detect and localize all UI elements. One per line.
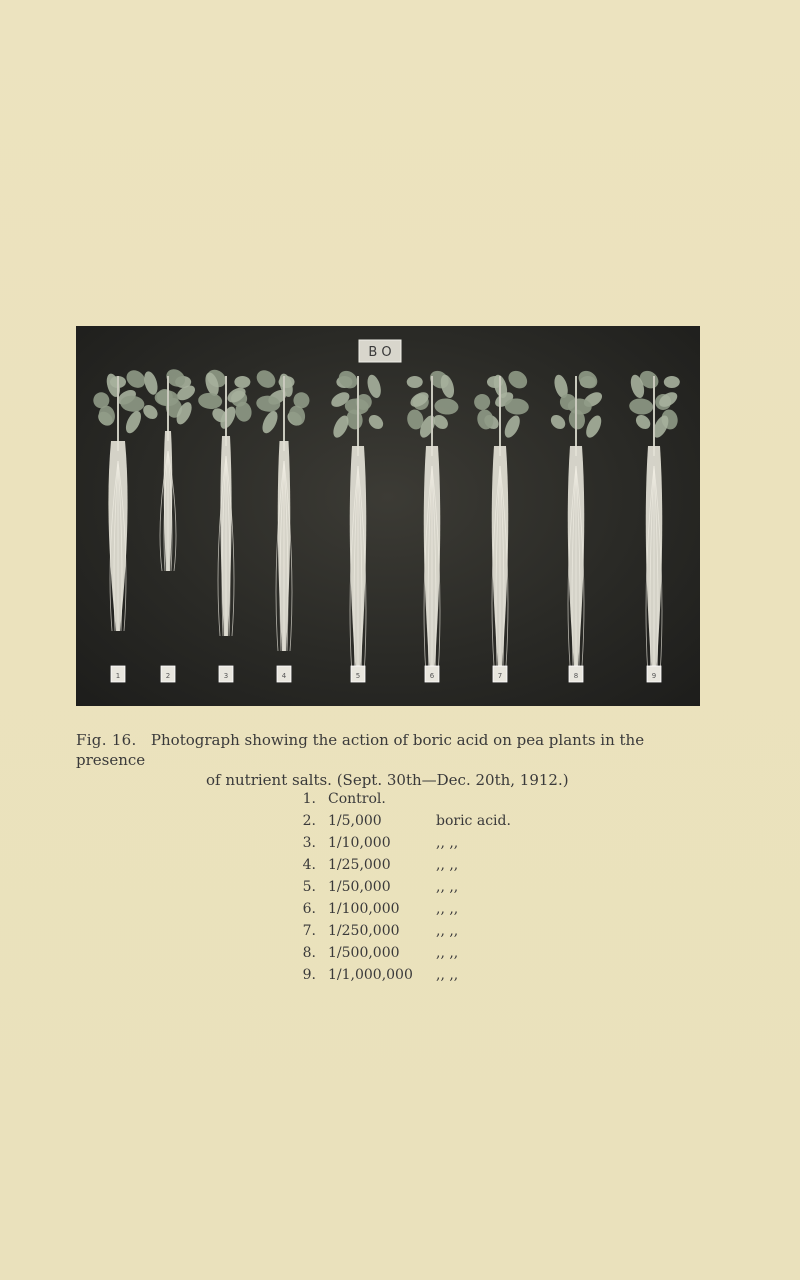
legend-suffix: ,, ,, [436,879,459,895]
plant-number-text: 7 [497,672,503,680]
photo-tag-card [359,340,401,362]
legend-value: 1/50,000 [328,879,391,895]
legend-value: 1/100,000 [328,901,400,917]
plant-number-text: 4 [281,672,287,680]
pea-plant [91,367,149,631]
plant-number-tag [425,666,439,682]
pea-plant [329,367,386,676]
legend-row [290,876,550,898]
legend-value: 1/5,000 [328,813,382,829]
legend-number: 9. [302,967,316,983]
plant-number-text: 3 [223,672,229,680]
legend-suffix: ,, ,, [436,901,459,917]
pea-plant [548,367,605,666]
plant-number-text: 1 [115,672,121,680]
legend-row [290,854,550,876]
pea-plant [406,367,460,676]
figure-caption [76,730,716,790]
plant-number-text: 5 [355,672,361,680]
pea-plant [198,366,254,636]
legend-row [290,810,550,832]
concentration-legend [290,788,550,986]
legend-value: 1/25,000 [328,857,391,873]
photo-tag-text: B O [368,345,392,360]
legend-row [290,942,550,964]
plant-number-text: 6 [429,672,435,680]
legend-number: 1. [302,791,316,807]
legend-value: 1/250,000 [328,923,400,939]
legend-suffix: ,, ,, [436,945,459,961]
legend-row [290,832,550,854]
pea-plant [140,366,197,571]
plant-number-tag [647,666,661,682]
pea-plant [472,367,531,666]
plant-number-tag [493,666,507,682]
plant-photograph [76,326,700,706]
legend-suffix: ,, ,, [436,923,459,939]
pea-plants-image [76,326,700,706]
legend-suffix: ,, ,, [436,967,459,983]
figure-number: Fig. 16. [76,731,137,749]
legend-row [290,898,550,920]
legend-row [290,788,550,810]
plant-number-text: 8 [573,672,579,680]
caption-line-2: of nutrient salts. (Sept. 30th—Dec. 20th, 1912.) [206,771,569,789]
pea-plant [253,367,312,651]
legend-suffix: boric acid. [436,813,511,829]
plant-number-tag [219,666,233,682]
legend-row [290,920,550,942]
legend-number: 6. [302,901,316,917]
legend-value: 1/10,000 [328,835,391,851]
plant-number-tag [277,666,291,682]
plant-number-tag [351,666,365,682]
legend-number: 7. [302,923,316,939]
legend-number: 4. [302,857,316,873]
legend-suffix [436,788,536,810]
legend-value: Control. [328,791,386,807]
caption-line-1: Photograph showing the action of boric acid on pea plants in the presence [76,731,645,769]
legend-row [290,964,550,986]
legend-value: 1/1,000,000 [328,967,413,983]
plant-number-tag [569,666,583,682]
legend-number: 2. [302,813,316,829]
pea-plant [628,367,679,676]
legend-number: 8. [302,945,316,961]
legend-value: 1/500,000 [328,945,400,961]
legend-suffix: ,, ,, [436,835,459,851]
legend-number: 5. [302,879,316,895]
plant-number-text: 2 [165,672,171,680]
legend-suffix: ,, ,, [436,857,459,873]
plant-number-tag [161,666,175,682]
plant-number-tag [111,666,125,682]
legend-number: 3. [302,835,316,851]
plant-number-text: 9 [651,672,657,680]
